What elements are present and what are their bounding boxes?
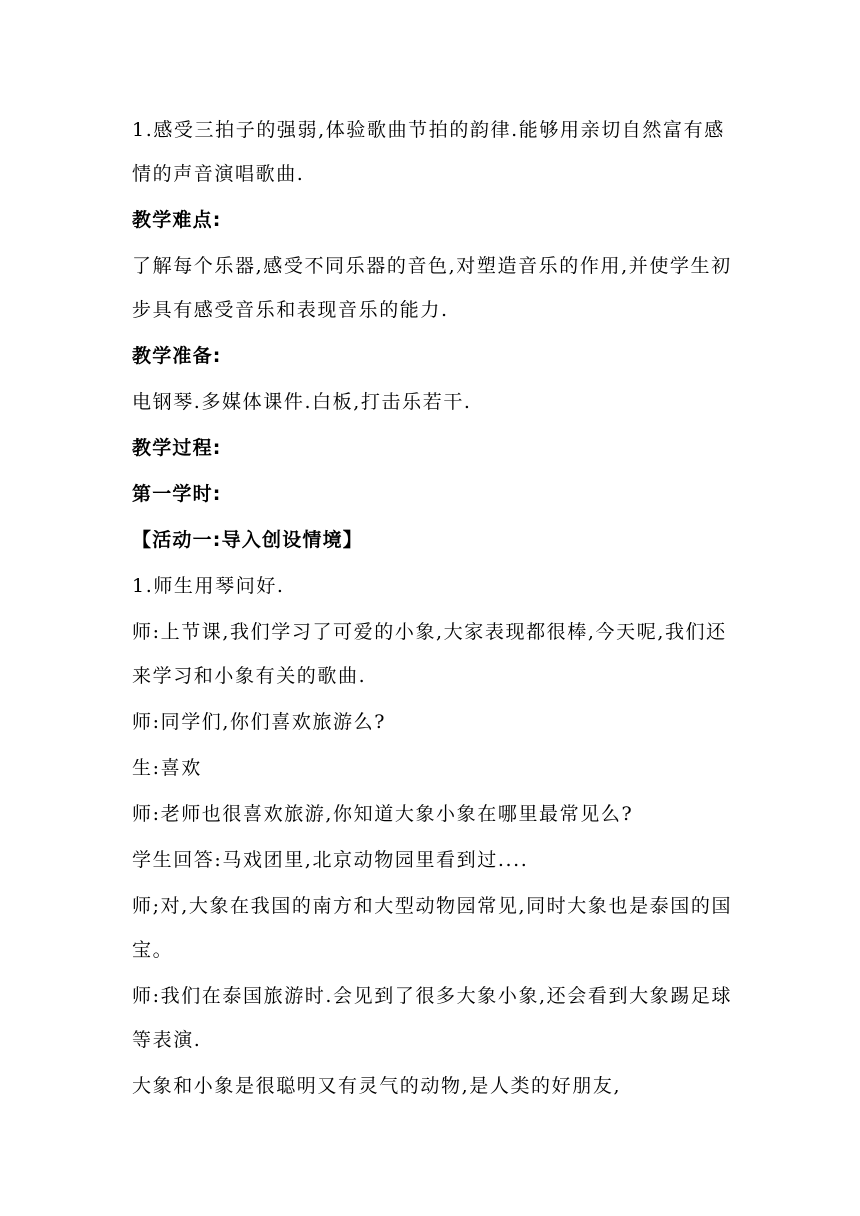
paragraph-objective: [132, 108, 732, 196]
section-heading: 【活动一:导入创设情境】: [132, 529, 363, 551]
section-heading: 教学过程:: [132, 437, 222, 459]
text-line: 等表演.: [132, 1029, 202, 1051]
text-line: 步具有感受音乐和表现音乐的能力.: [132, 299, 449, 321]
text-line: 1.感受三拍子的强弱,体验歌曲节拍的韵律.能够用亲切自然富有感: [132, 119, 725, 141]
text-line: 宝。: [132, 939, 174, 961]
paragraph-greeting: [132, 564, 732, 608]
text-line: 师:同学们,你们喜欢旅游么?: [132, 711, 387, 733]
paragraph-teacher-travel: [132, 792, 732, 836]
text-line: 生:喜欢: [132, 757, 202, 779]
paragraph-preparation: [132, 380, 732, 424]
heading-teaching-preparation: [132, 334, 732, 378]
text-line: 大象和小象是很聪明又有灵气的动物,是人类的好朋友,: [132, 1075, 622, 1097]
text-line: 了解每个乐器,感受不同乐器的音色,对塑造音乐的作用,并使学生初: [132, 255, 732, 277]
heading-first-period: [132, 472, 732, 516]
paragraph-teacher-thailand: [132, 884, 732, 972]
text-line: 情的声音演唱歌曲.: [132, 163, 305, 185]
paragraph-elephant-friends: [132, 1064, 732, 1108]
text-line: 师:我们在泰国旅游时.会见到了很多大象小象,还会看到大象踢足球: [132, 985, 733, 1007]
paragraph-teacher-question: [132, 700, 732, 744]
document-page: [132, 108, 732, 1108]
paragraph-student-answer: [132, 746, 732, 790]
section-heading: 第一学时:: [132, 483, 222, 505]
text-line: 学生回答:马戏团里,北京动物园里看到过....: [132, 849, 529, 871]
paragraph-teacher-intro: [132, 610, 732, 698]
text-line: 师:上节课,我们学习了可爱的小象,大家表现都很棒,今天呢,我们还: [132, 621, 727, 643]
text-line: 来学习和小象有关的歌曲.: [132, 665, 367, 687]
text-line: 师;对,大象在我国的南方和大型动物园常见,同时大象也是泰国的国: [132, 895, 733, 917]
paragraph-student-response: [132, 838, 732, 882]
section-heading: 教学准备:: [132, 345, 222, 367]
heading-teaching-process: [132, 426, 732, 470]
heading-teaching-difficulty: [132, 198, 732, 242]
text-line: 师:老师也很喜欢旅游,你知道大象小象在哪里最常见么?: [132, 803, 634, 825]
section-heading: 教学难点:: [132, 209, 222, 231]
text-line: 电钢琴.多媒体课件.白板,打击乐若干.: [132, 391, 472, 413]
paragraph-teacher-trip: [132, 974, 732, 1062]
heading-activity-one: [132, 518, 732, 562]
text-line: 1.师生用琴问好.: [132, 575, 285, 597]
paragraph-difficulty: [132, 244, 732, 332]
